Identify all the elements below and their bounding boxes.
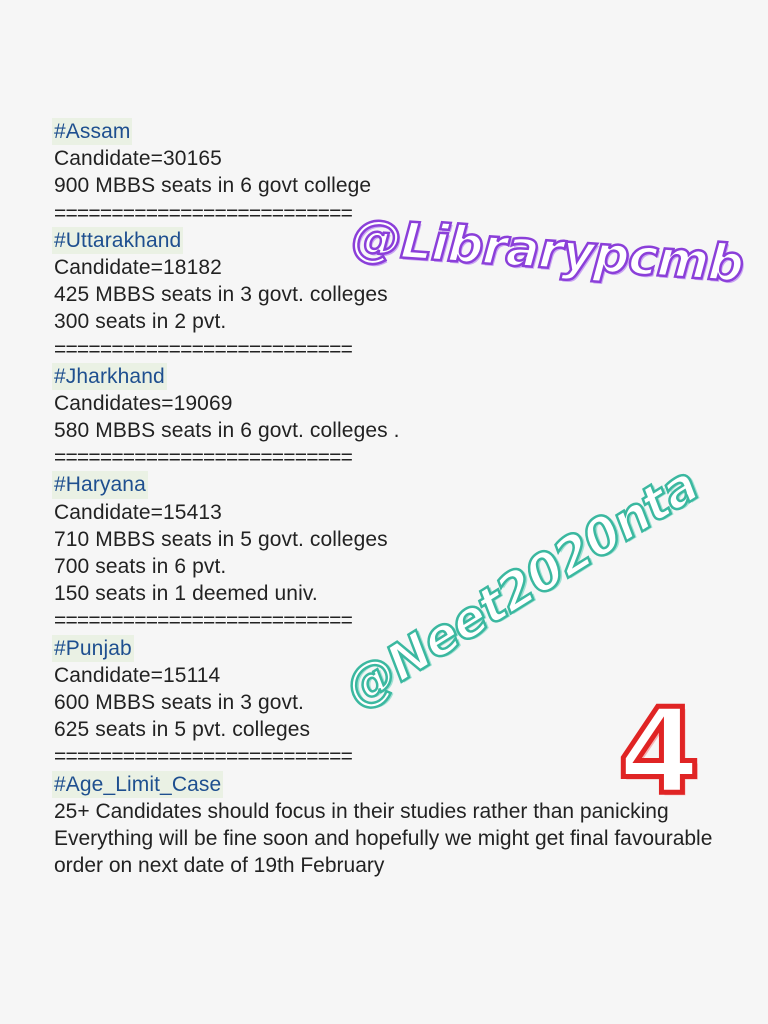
watermark-librarypcmb: @Librarypcmb [349, 208, 745, 294]
page-number: 4 [618, 682, 701, 820]
text-line: Candidates=19069 [54, 391, 233, 415]
text-line: 900 MBBS seats in 6 govt college [54, 174, 372, 198]
text-line: 710 MBBS seats in 5 govt. colleges [54, 527, 388, 551]
divider: ========================== [54, 745, 353, 769]
hashtag-link[interactable]: #Jharkhand [52, 363, 167, 390]
text-paragraph: 25+ Candidates should focus in their studies rather than panicking [54, 799, 669, 823]
section-jharkhand [54, 363, 734, 445]
hashtag-link[interactable]: #Age_Limit_Case [52, 771, 223, 798]
divider: ========================== [54, 337, 353, 361]
divider: ========================== [54, 609, 353, 633]
text-line: 700 seats in 6 pvt. [54, 555, 227, 578]
hashtag-link[interactable]: #Haryana [52, 471, 148, 498]
hashtag-link[interactable]: #Assam [52, 118, 132, 145]
divider: ========================== [54, 446, 353, 470]
text-line: Candidate=15413 [54, 500, 222, 524]
text-line: 425 MBBS seats in 3 govt. colleges [54, 283, 388, 307]
text-line: 580 MBBS seats in 6 govt. colleges . [54, 419, 400, 443]
hashtag-link[interactable]: #Uttarakhand [52, 227, 183, 254]
text-line: 300 seats in 2 pvt. [54, 310, 227, 334]
text-line: 625 seats in 5 pvt. colleges [54, 718, 311, 742]
text-paragraph: Everything will be fine soon and hopefully we might get final favourable order on next date of 19th February [54, 826, 713, 878]
text-line: 150 seats in 1 deemed univ. [54, 582, 318, 606]
hashtag-link[interactable]: #Punjab [52, 635, 134, 662]
text-line: Candidate=15114 [54, 663, 221, 687]
divider: ========================== [54, 201, 353, 225]
watermark-neet2020nta: @Neet2020nta [334, 455, 708, 719]
text-line: Candidate=30165 [54, 147, 222, 171]
text-line: Candidate=18182 [54, 255, 222, 279]
section-assam [54, 118, 734, 200]
text-line: 600 MBBS seats in 3 govt. [54, 690, 304, 714]
